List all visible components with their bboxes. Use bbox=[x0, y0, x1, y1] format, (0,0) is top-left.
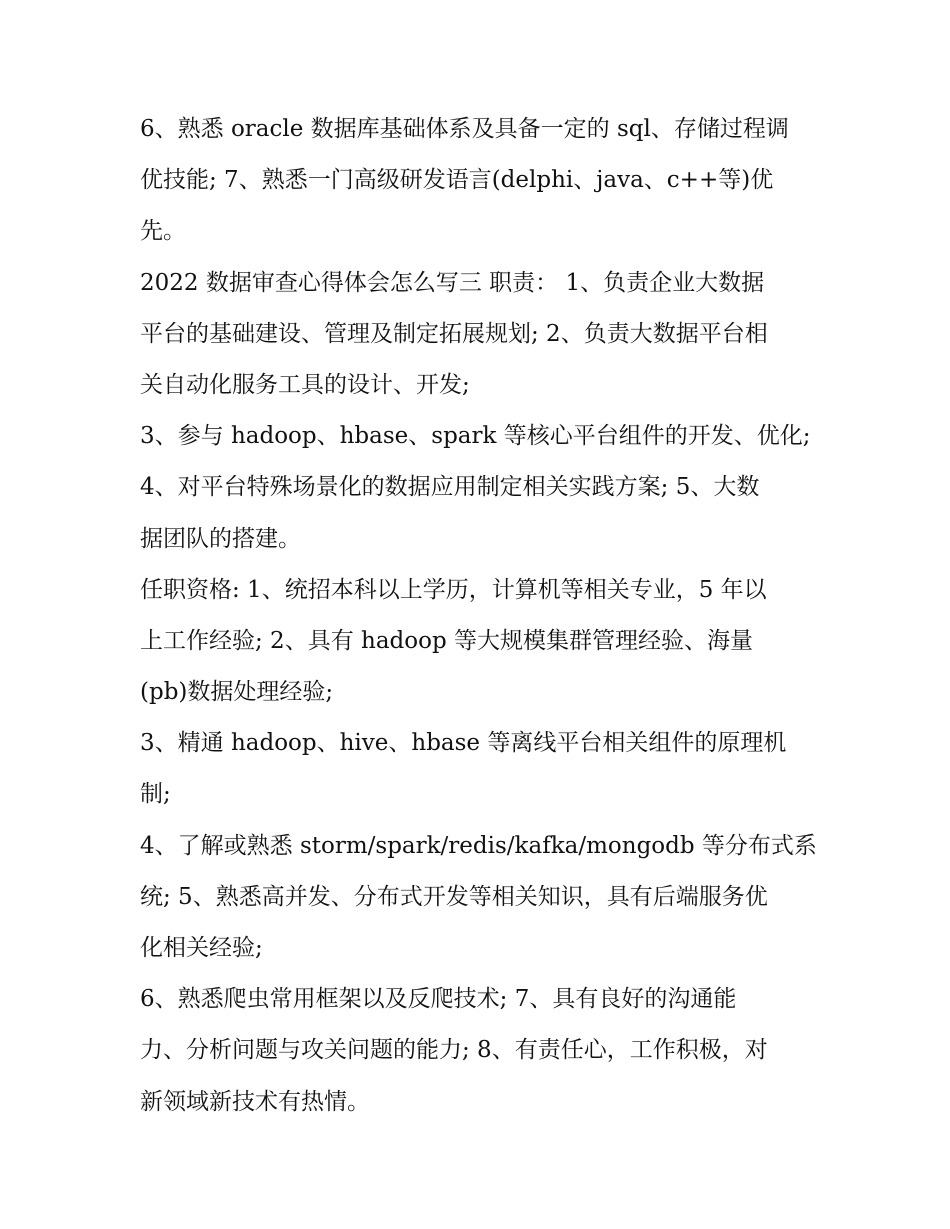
text-line-12: (pb)数据处理经验; bbox=[140, 679, 334, 706]
text-line-9: 据团队的搭建。 bbox=[140, 525, 301, 552]
document-body bbox=[140, 104, 820, 1128]
text-line-7: 3、参与 hadoop、hbase、spark 等核心平台组件的开发、优化; bbox=[140, 423, 811, 450]
text-line-18: 6、熟悉爬虫常用框架以及反爬技术; 7、具有良好的沟通能 bbox=[140, 986, 737, 1013]
text-line-16: 统; 5、熟悉高并发、分布式开发等相关知识，具有后端服务优 bbox=[140, 883, 768, 910]
text-line-11: 上工作经验; 2、具有 hadoop 等大规模集群管理经验、海量 bbox=[140, 627, 753, 654]
text-line-19: 力、分析问题与攻关问题的能力; 8、有责任心，工作积极，对 bbox=[140, 1037, 768, 1064]
text-line-20: 新领域新技术有热情。 bbox=[140, 1088, 370, 1115]
text-line-1: 6、熟悉 oracle 数据库基础体系及具备一定的 sql、存储过程调 bbox=[140, 116, 789, 142]
text-line-13: 3、精通 hadoop、hive、hbase 等离线平台相关组件的原理机 bbox=[140, 730, 787, 757]
text-line-8: 4、对平台特殊场景化的数据应用制定相关实践方案; 5、大数 bbox=[140, 474, 760, 501]
text-line-2: 优技能; 7、熟悉一门高级研发语言(delphi、java、c++等)优 bbox=[140, 167, 774, 194]
text-line-4: 2022 数据审查心得体会怎么写三 职责： 1、负责企业大数据 bbox=[140, 269, 765, 296]
text-line-5: 平台的基础建设、管理及制定拓展规划; 2、负责大数据平台相 bbox=[140, 320, 768, 347]
text-line-6: 关自动化服务工具的设计、开发; bbox=[140, 371, 470, 398]
text-line-14: 制; bbox=[140, 781, 171, 808]
text-line-17: 化相关经验; bbox=[140, 935, 263, 961]
text-line-15: 4、了解或熟悉 storm/spark/redis/kafka/mongodb 等分布式系 bbox=[140, 832, 817, 859]
text-line-3: 先。 bbox=[140, 218, 186, 245]
text-line-10: 任职资格: 1、统招本科以上学历，计算机等相关专业，5 年以 bbox=[140, 576, 767, 603]
